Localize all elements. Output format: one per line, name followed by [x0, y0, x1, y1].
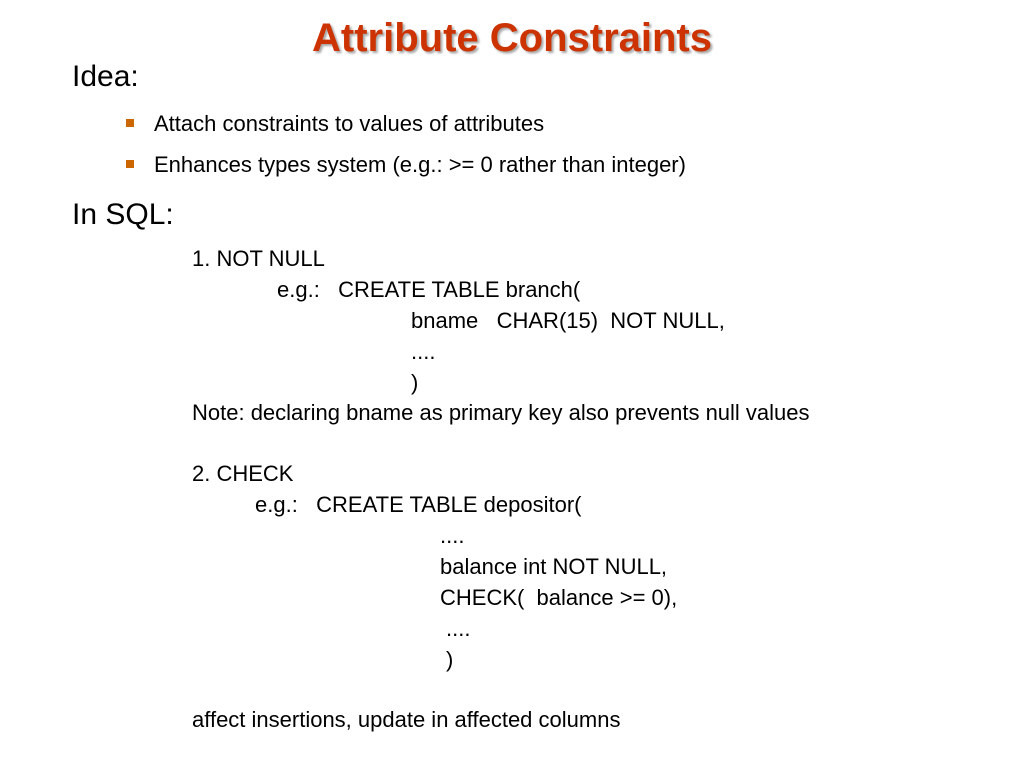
- check-constraint: CHECK( balance >= 0),: [440, 585, 678, 610]
- bullet-text: Attach constraints to values of attributes: [154, 111, 545, 136]
- square-bullet-icon: [126, 119, 134, 127]
- check-dots-top: ....: [440, 523, 465, 548]
- check-column: balance int NOT NULL,: [440, 554, 668, 579]
- sql-heading: In SQL:: [72, 198, 174, 231]
- not-null-label: 1. NOT NULL: [192, 246, 325, 271]
- square-bullet-icon: [126, 160, 134, 168]
- not-null-note: Note: declaring bname as primary key also prevents null values: [192, 400, 810, 425]
- check-close: ): [446, 647, 454, 672]
- slide-title: Attribute Constraints: [312, 16, 712, 60]
- not-null-example: e.g.: CREATE TABLE branch(: [277, 277, 581, 302]
- idea-heading: Idea:: [72, 60, 139, 93]
- bullet-text: Enhances types system (e.g.: >= 0 rather than integer): [154, 152, 686, 177]
- not-null-dots: ....: [411, 339, 436, 364]
- footer-note: affect insertions, update in affected columns: [192, 707, 621, 732]
- not-null-column: bname CHAR(15) NOT NULL,: [411, 308, 725, 333]
- check-label: 2. CHECK: [192, 461, 294, 486]
- check-example: e.g.: CREATE TABLE depositor(: [255, 492, 582, 517]
- not-null-close: ): [411, 370, 419, 395]
- check-dots-bottom: ....: [446, 616, 471, 641]
